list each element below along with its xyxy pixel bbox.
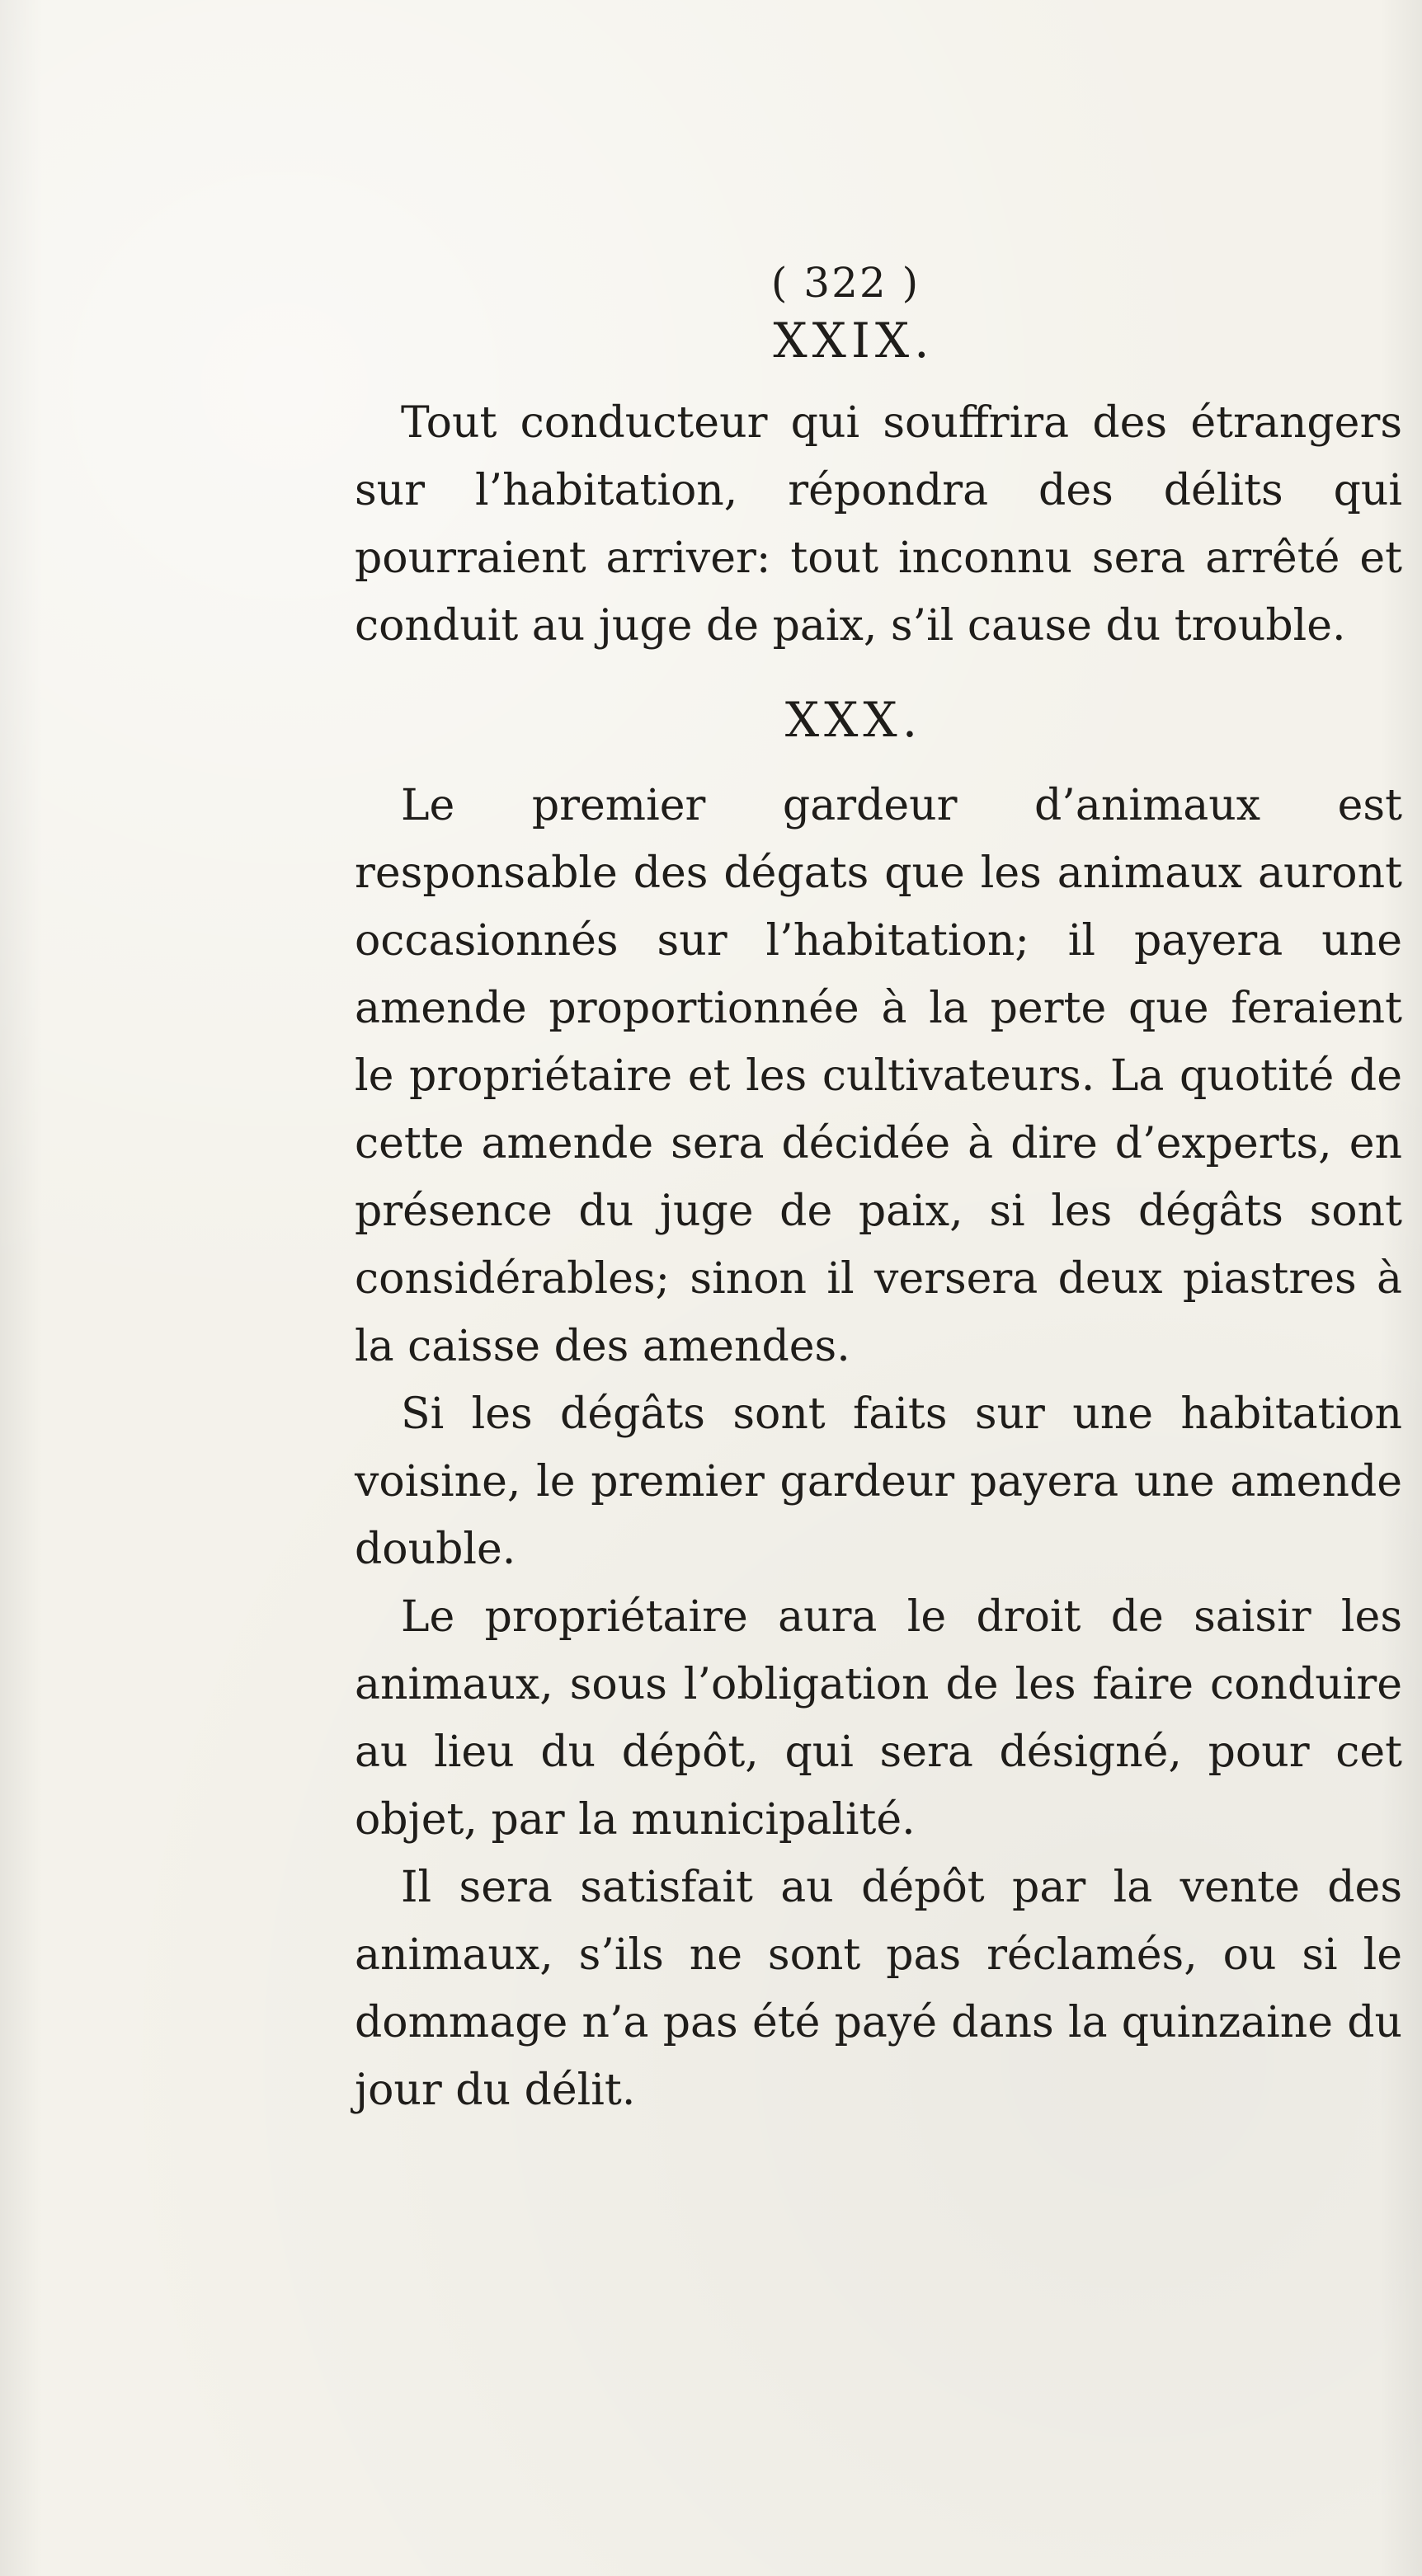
article-xxx-paragraph-1: Le premier gardeur d’animaux est responsable des dégats que les animaux auront occasionnés sur l’habitation; il payera une amende proportionnée à la perte que feraient le propriétaire et les cultivateurs. La quotité de cette amende sera décidée à dire d’experts, en présence du juge de paix, si les dégâts sont considérables; sinon il versera deux piastres à la caisse des amendes.	[355, 781, 1402, 1371]
article-xxx-paragraph-4: Il sera satisfait au dépôt par la vente des animaux, s’ils ne sont pas réclamés, ou si le dommage n’a pas été payé dans la quinzaine du jour du délit.	[355, 1863, 1402, 2115]
page-text	[355, 259, 1402, 2124]
article-title-xxix: XXIX.	[773, 313, 935, 369]
page-number: ( 322 )	[770, 259, 921, 307]
article-xxx-paragraph-3: Le propriétaire aura le droit de saisir les animaux, sous l’obligation de les faire conduire au lieu du dépôt, qui sera désigné, pour cet objet, par la municipalité.	[355, 1592, 1402, 1845]
article-title-xxx: XXX.	[784, 692, 923, 748]
article-xxix-paragraph: Tout conducteur qui souffrira des étrangers sur l’habitation, répondra des délits qui pourraient arriver: tout inconnu sera arrêté et conduit au juge de paix, s’il cause du trouble.	[355, 398, 1402, 651]
article-xxx-paragraph-2: Si les dégâts sont faits sur une habitation voisine, le premier gardeur payera une amende double.	[355, 1389, 1402, 1574]
